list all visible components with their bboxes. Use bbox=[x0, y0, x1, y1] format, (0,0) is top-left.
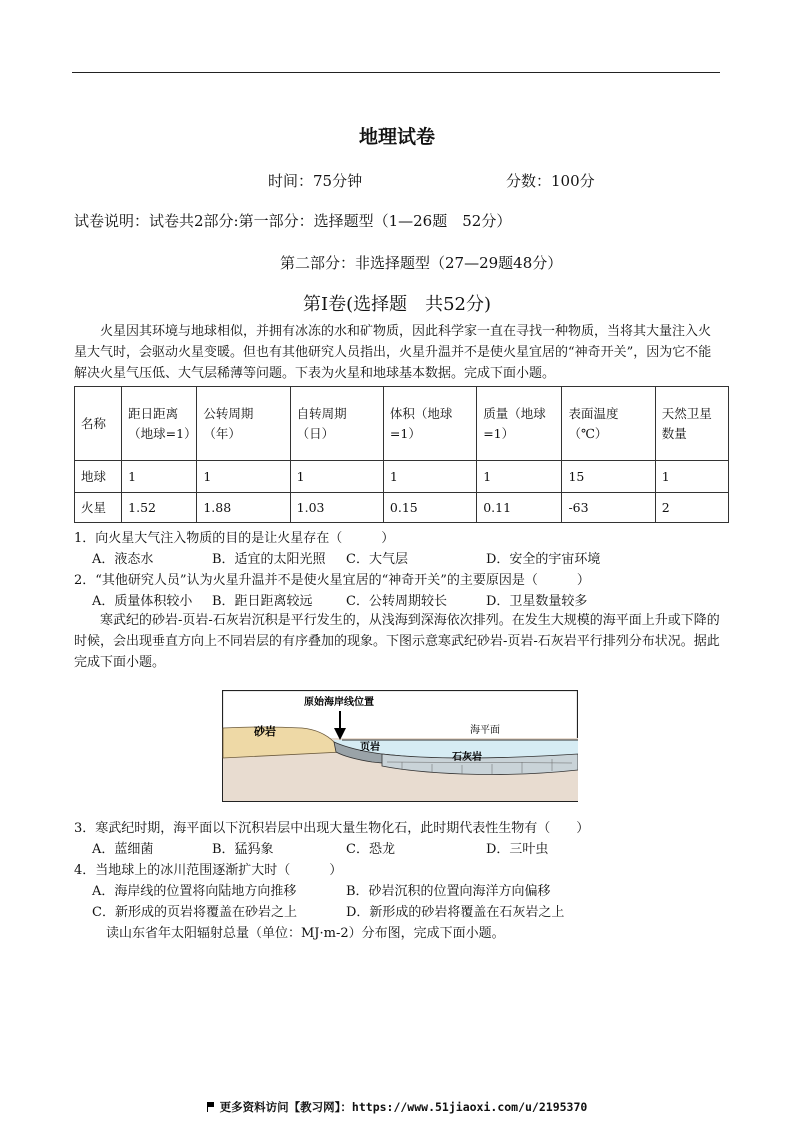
q1-option-d: D．安全的宇宙环境 bbox=[486, 552, 601, 567]
exam-title: 地理试卷 bbox=[358, 126, 435, 148]
table-cell: 1 bbox=[655, 461, 728, 493]
q1-option-a: A．液态水 bbox=[92, 552, 154, 567]
table-cell: 地球 bbox=[75, 461, 122, 493]
q2-option-a: A．质量体积较小 bbox=[92, 594, 193, 609]
table-cell: 0.15 bbox=[383, 493, 476, 523]
table-header-cell: 公转周期（年） bbox=[197, 387, 290, 461]
question-4: 4．当地球上的冰川范围逐渐扩大时（ ） bbox=[74, 863, 343, 878]
score-label: 分数：100分 bbox=[506, 172, 595, 190]
q4-option-c: C．新形成的页岩将覆盖在砂岩之上 bbox=[92, 905, 297, 920]
q1-option-c: C．大气层 bbox=[346, 552, 408, 567]
table-header-cell: 质量（地球=1） bbox=[477, 387, 562, 461]
question-2: 2．“其他研究人员”认为火星升温并不是使火星宜居的“神奇开关”的主要原因是（ ） bbox=[74, 573, 590, 588]
table-cell: 1.52 bbox=[122, 493, 197, 523]
table-cell: 1 bbox=[383, 461, 476, 493]
shale-label: 页岩 bbox=[360, 742, 380, 753]
table-header-cell: 自转周期（日） bbox=[290, 387, 383, 461]
q3-option-c: C．恐龙 bbox=[346, 842, 395, 857]
table-cell: 1 bbox=[197, 461, 290, 493]
table-cell: 0.11 bbox=[477, 493, 562, 523]
footer-link[interactable] bbox=[0, 1099, 794, 1115]
q3-option-a: A．蓝细菌 bbox=[92, 842, 154, 857]
q2-option-b: B．距日距离较远 bbox=[212, 594, 313, 609]
q3-option-b: B．猛犸象 bbox=[212, 842, 274, 857]
table-cell: 1 bbox=[477, 461, 562, 493]
table-header-cell: 表面温度（℃） bbox=[562, 387, 655, 461]
q1-option-b: B．适宜的太阳光照 bbox=[212, 552, 326, 567]
table-cell: -63 bbox=[562, 493, 655, 523]
question-1: 1．向火星大气注入物质的目的是让火星存在（ ） bbox=[74, 531, 395, 546]
table-cell: 15 bbox=[562, 461, 655, 493]
exam-description-1: 试卷说明：试卷共2部分:第一部分：选择题型（1—26题 52分） bbox=[74, 212, 512, 230]
limestone-label: 石灰岩 bbox=[452, 752, 482, 763]
passage-mars-text: 火星因其环境与地球相似，并拥有冰冻的水和矿物质，因此科学家一直在寻找一种物质，当将其大量注入火星大气时，会驱动火星变暖。但也有其他研究人员指出，火星升温并不是使火星宜居的“神奇开关”，因为它不能解决火星气压低、大气层稀薄等问题。下表为火星和地球基本数据。完成下面小题。 bbox=[74, 324, 712, 381]
coastline-label: 原始海岸线位置 bbox=[304, 697, 374, 708]
q4-option-a: A．海岸线的位置将向陆地方向推移 bbox=[92, 884, 297, 899]
flag-icon bbox=[207, 1102, 216, 1112]
section-title: 第Ⅰ卷(选择题 共52分) bbox=[302, 294, 492, 315]
table-header-cell: 体积（地球=1） bbox=[383, 387, 476, 461]
table-cell: 1 bbox=[290, 461, 383, 493]
footer-text: 更多资料访问【教习网】：https://www.51jiaoxi.com/u/2195370 bbox=[219, 1100, 588, 1114]
table-cell: 1.03 bbox=[290, 493, 383, 523]
passage-shandong: 读山东省年太阳辐射总量（单位：MJ·m-2）分布图，完成下面小题。 bbox=[106, 926, 505, 941]
table-row bbox=[75, 461, 729, 493]
table-header-row bbox=[75, 387, 729, 461]
question-3: 3．寒武纪时期，海平面以下沉积岩层中出现大量生物化石，此时期代表性生物有（ ） bbox=[74, 821, 590, 836]
data-table bbox=[74, 386, 729, 523]
table-header-cell: 名称 bbox=[75, 387, 122, 461]
time-label: 时间：75分钟 bbox=[268, 172, 363, 190]
q2-option-c: C．公转周期较长 bbox=[346, 594, 447, 609]
top-rule bbox=[72, 72, 720, 73]
q3-option-d: D．三叶虫 bbox=[486, 842, 549, 857]
sandstone-label: 砂岩 bbox=[254, 725, 276, 738]
q4-option-b: B．砂岩沉积的位置向海洋方向偏移 bbox=[346, 884, 551, 899]
table-cell: 火星 bbox=[75, 493, 122, 523]
table-row bbox=[75, 493, 729, 523]
exam-description-2: 第二部分：非选择题型（27—29题48分） bbox=[280, 254, 563, 272]
passage-cambrian bbox=[74, 610, 722, 673]
table-cell: 1.88 bbox=[197, 493, 290, 523]
passage-cambrian-text: 寒武纪的砂岩-页岩-石灰岩沉积是平行发生的，从浅海到深海依次排列。在发生大规模的海平面上升或下降的时候，会出现垂直方向上不同岩层的有序叠加的现象。下图示意寒武纪砂岩-页岩-石灰岩平行排列分布状况。据此完成下面小题。 bbox=[74, 613, 720, 670]
strata-diagram bbox=[222, 690, 578, 802]
table-header-cell: 天然卫星数量 bbox=[655, 387, 728, 461]
table-cell: 1 bbox=[122, 461, 197, 493]
table-header-cell: 距日距离（地球=1） bbox=[122, 387, 197, 461]
sea-level-label: 海平面 bbox=[470, 725, 500, 736]
table-cell: 2 bbox=[655, 493, 728, 523]
q4-option-d: D．新形成的砂岩将覆盖在石灰岩之上 bbox=[346, 905, 565, 920]
q2-option-d: D．卫星数量较多 bbox=[486, 594, 588, 609]
passage-mars bbox=[74, 321, 722, 384]
